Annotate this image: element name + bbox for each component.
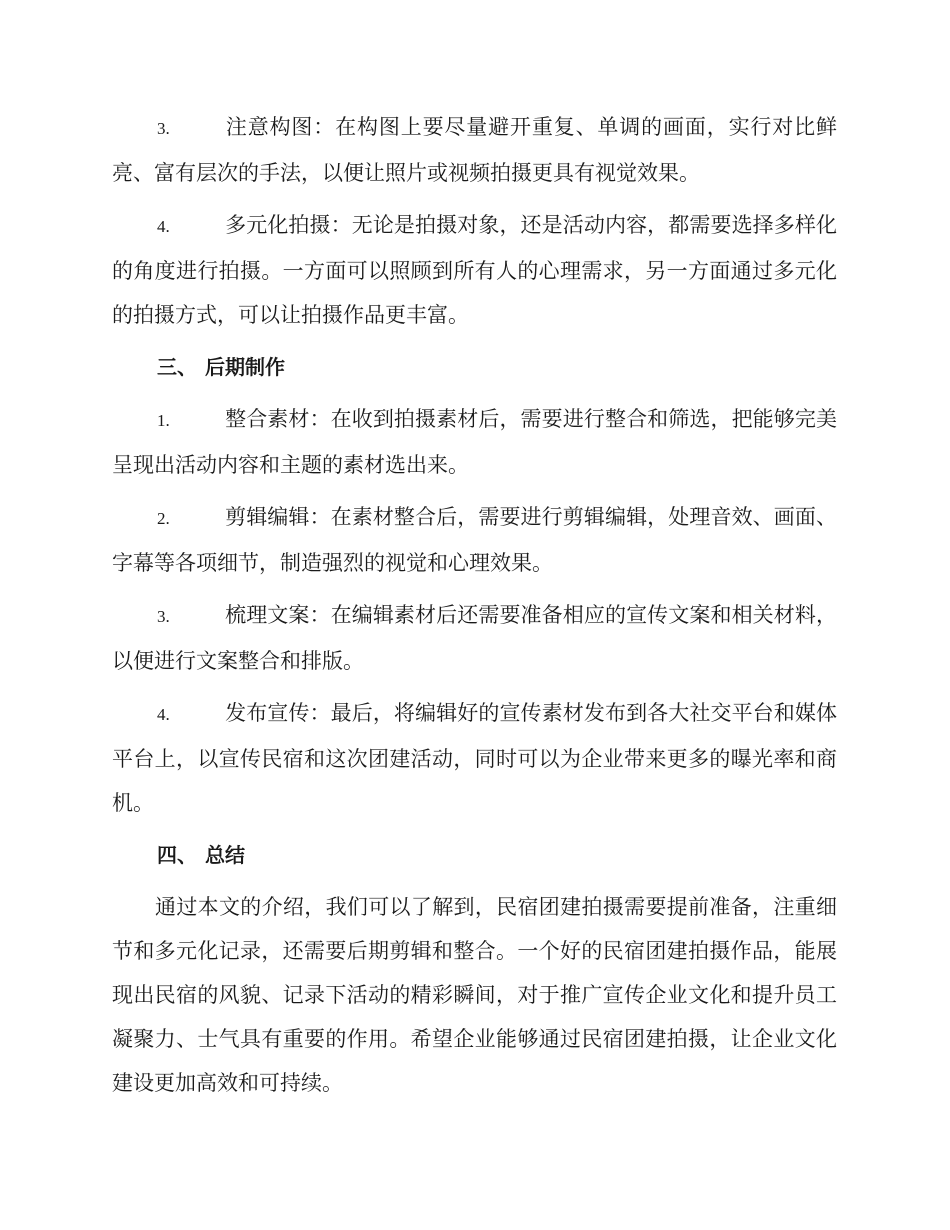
list-item-number: 4. (157, 705, 170, 724)
list-item-text: 多元化拍摄：无论是拍摄对象，还是活动内容，都需要选择多样化的角度进行拍摄。一方面可以照顾到所有人的心理需求，另一方面通过多元化的拍摄方式，可以让拍摄作品更丰富。 (112, 213, 837, 327)
section-heading-title: 后期制作 (205, 355, 285, 379)
list-item-text: 剪辑编辑：在素材整合后，需要进行剪辑编辑，处理音效、画面、字幕等各项细节，制造强烈的视觉和心理效果。 (112, 505, 837, 575)
section-heading (112, 833, 837, 877)
list-item-number: 2. (157, 509, 170, 528)
section-heading-number: 四、 (157, 843, 197, 867)
section-heading-number: 三、 (157, 355, 197, 379)
list-item-text: 梳理文案：在编辑素材后还需要准备相应的宣传文案和相关材料，以便进行文案整合和排版。 (112, 603, 837, 673)
summary-paragraph: 通过本文的介绍，我们可以了解到，民宿团建拍摄需要提前准备，注重细节和多元化记录，还需要后期剪辑和整合。一个好的民宿团建拍摄作品，能展现出民宿的风貌、记录下活动的精彩瞬间，对于推广宣传企业文化和提升员工凝聚力、士气具有重要的作用。希望企业能够通过民宿团建拍摄，让企业文化建设更加高效和可持续。 (112, 895, 837, 1095)
list-item (112, 593, 837, 683)
list-item-text: 整合素材：在收到拍摄素材后，需要进行整合和筛选，把能够完美呈现出活动内容和主题的素材选出来。 (112, 407, 837, 477)
section-heading-title: 总结 (205, 843, 245, 867)
list-item (112, 397, 837, 487)
list-item-number: 3. (157, 119, 170, 138)
list-item-number: 4. (157, 217, 170, 236)
list-item (112, 203, 837, 337)
list-item-number: 1. (157, 411, 170, 430)
list-item (112, 105, 837, 195)
list-item-text: 发布宣传：最后，将编辑好的宣传素材发布到各大社交平台和媒体平台上，以宣传民宿和这次团建活动，同时可以为企业带来更多的曝光率和商机。 (112, 701, 837, 815)
list-item-text: 注意构图：在构图上要尽量避开重复、单调的画面，实行对比鲜亮、富有层次的手法，以便让照片或视频拍摄更具有视觉效果。 (112, 115, 837, 185)
list-item-number: 3. (157, 607, 170, 626)
document-body (112, 105, 837, 1113)
section-heading (112, 345, 837, 389)
list-item (112, 495, 837, 585)
list-item (112, 691, 837, 825)
